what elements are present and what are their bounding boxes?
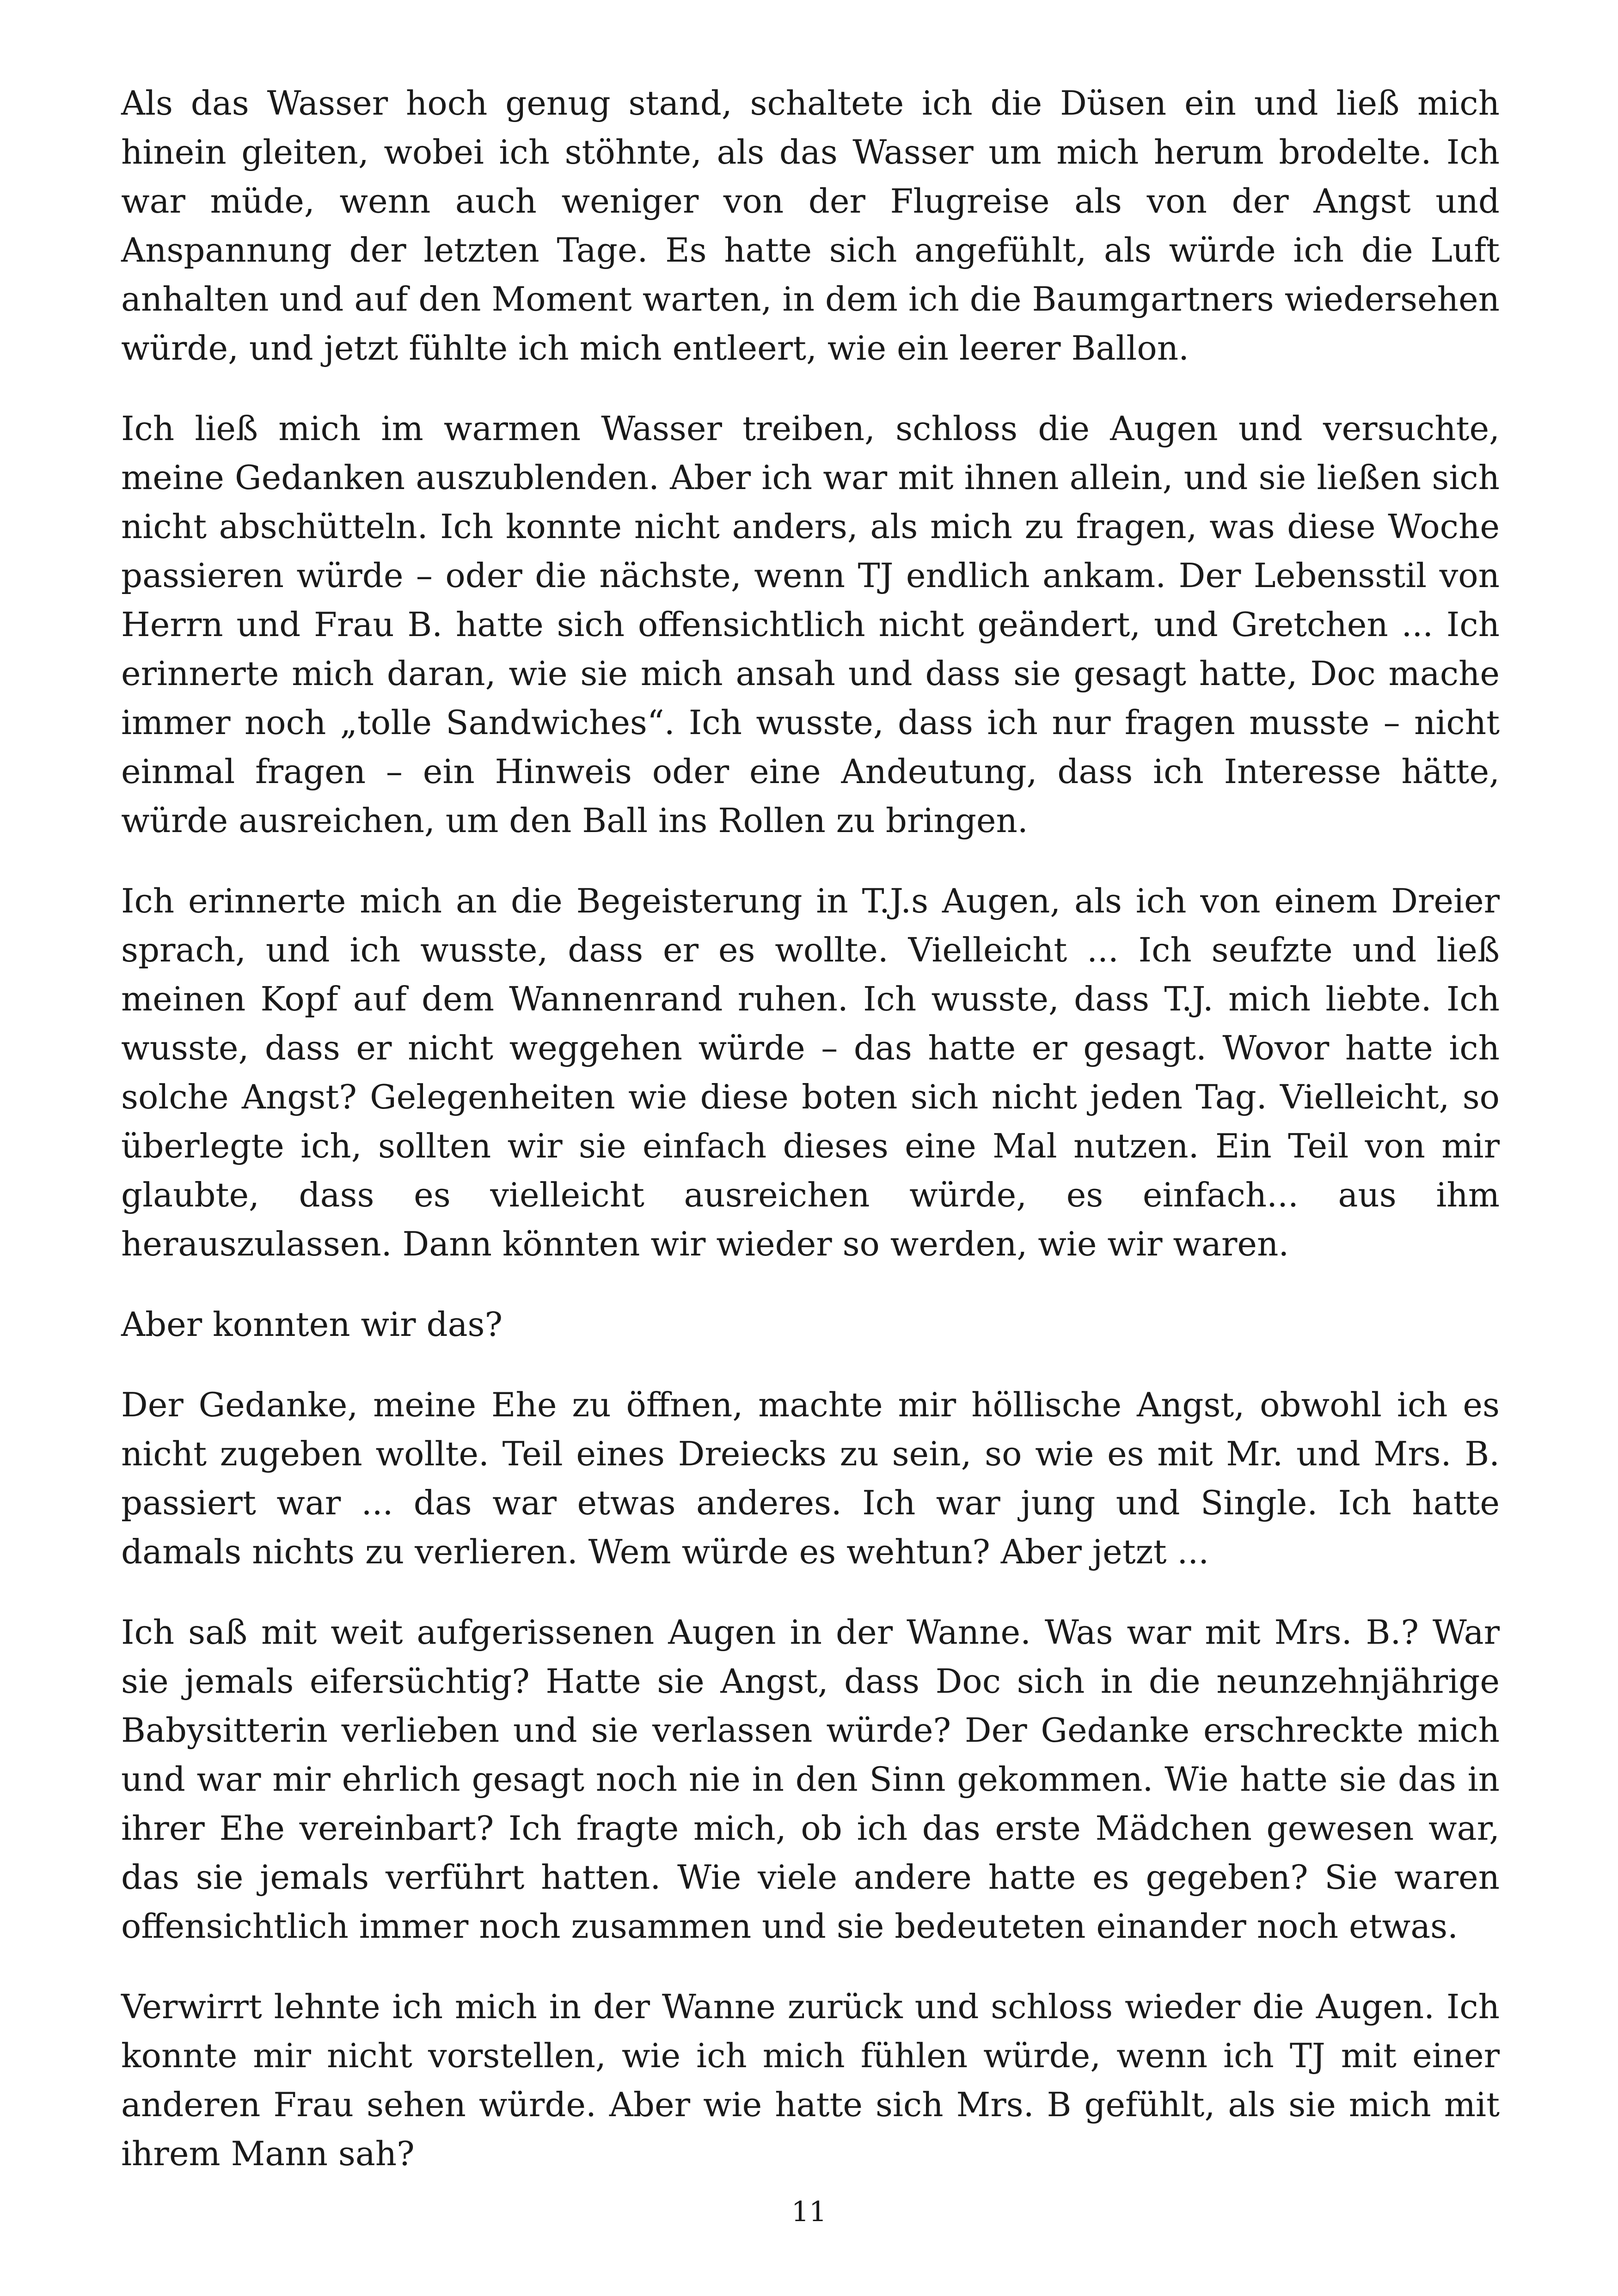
paragraph-1: Als das Wasser hoch genug stand, schaltete ich die Düsen ein und ließ mich hinein gleiten, wobei ich stöhnte, als das Wasser um mich herum brodelte. Ich war müde, wenn auch weniger von der Flugreise als von der Angst und Anspannung der letzten Tage. Es hatte sich angefühlt, als würde ich die Luft anhalten und auf den Moment warten, in dem ich die Baumgartners wiedersehen würde, und jetzt fühlte ich mich entleert, wie ein leerer Ballon. [121, 84, 1500, 367]
paragraph-2: Ich ließ mich im warmen Wasser treiben, schloss die Augen und versuchte, meine Gedanken auszublenden. Aber ich war mit ihnen allein, und sie ließen sich nicht abschütteln. Ich konnte nicht anders, als mich zu fragen, was diese Woche passieren würde – oder die nächste, wenn TJ endlich ankam. Der Lebensstil von Herrn und Frau B. hatte sich offensichtlich nicht geändert, und Gretchen ... Ich erinnerte mich daran, wie sie mich ansah und dass sie gesagt hatte, Doc mache immer noch „tolle Sandwiches“. Ich wusste, dass ich nur fragen musste – nicht einmal fragen – ein Hinweis oder eine Andeutung, dass ich Interesse hätte, würde ausreichen, um den Ball ins Rollen zu bringen. [121, 409, 1500, 840]
paragraph-5: Der Gedanke, meine Ehe zu öffnen, machte mir höllische Angst, obwohl ich es nicht zugeben wollte. Teil eines Dreiecks zu sein, so wie es mit Mr. und Mrs. B. passiert war ... das war etwas anderes. Ich war jung und Single. Ich hatte damals nichts zu verlieren. Wem würde es wehtun? Aber jetzt ... [121, 1385, 1500, 1571]
body-text [121, 79, 1500, 2210]
paragraph-6: Ich saß mit weit aufgerissenen Augen in der Wanne. Was war mit Mrs. B.? War sie jemals eifersüchtig? Hatte sie Angst, dass Doc sich in die neunzehnjährige Babysitterin verlieben und sie verlassen würde? Der Gedanke erschreckte mich und war mir ehrlich gesagt noch nie in den Sinn gekommen. Wie hatte sie das in ihrer Ehe vereinbart? Ich fragte mich, ob ich das erste Mädchen gewesen war, das sie jemals verführt hatten. Wie viele andere hatte es gegeben? Sie waren offensichtlich immer noch zusammen und sie bedeuteten einander noch etwas. [121, 1613, 1500, 1946]
paragraph-7: Verwirrt lehnte ich mich in der Wanne zurück und schloss wieder die Augen. Ich konnte mir nicht vorstellen, wie ich mich fühlen würde, wenn ich TJ mit einer anderen Frau sehen würde. Aber wie hatte sich Mrs. B gefühlt, als sie mich mit ihrem Mann sah? [121, 1987, 1500, 2173]
paragraph-4: Aber konnten wir das? [121, 1305, 503, 1344]
paragraph-3: Ich erinnerte mich an die Begeisterung in T.J.s Augen, als ich von einem Dreier sprach, und ich wusste, dass er es wollte. Vielleicht ... Ich seufzte und ließ meinen Kopf auf dem Wannenrand ruhen. Ich wusste, dass T.J. mich liebte. Ich wusste, dass er nicht weggehen würde – das hatte er gesagt. Wovor hatte ich solche Angst? Gelegenheiten wie diese boten sich nicht jeden Tag. Vielleicht, so überlegte ich, sollten wir sie einfach dieses eine Mal nutzen. Ein Teil von mir glaubte, dass es vielleicht ausreichen würde, es einfach... aus ihm herauszulassen. Dann könnten wir wieder so werden, wie wir waren. [121, 882, 1500, 1263]
page-number: 11 [791, 2196, 827, 2228]
